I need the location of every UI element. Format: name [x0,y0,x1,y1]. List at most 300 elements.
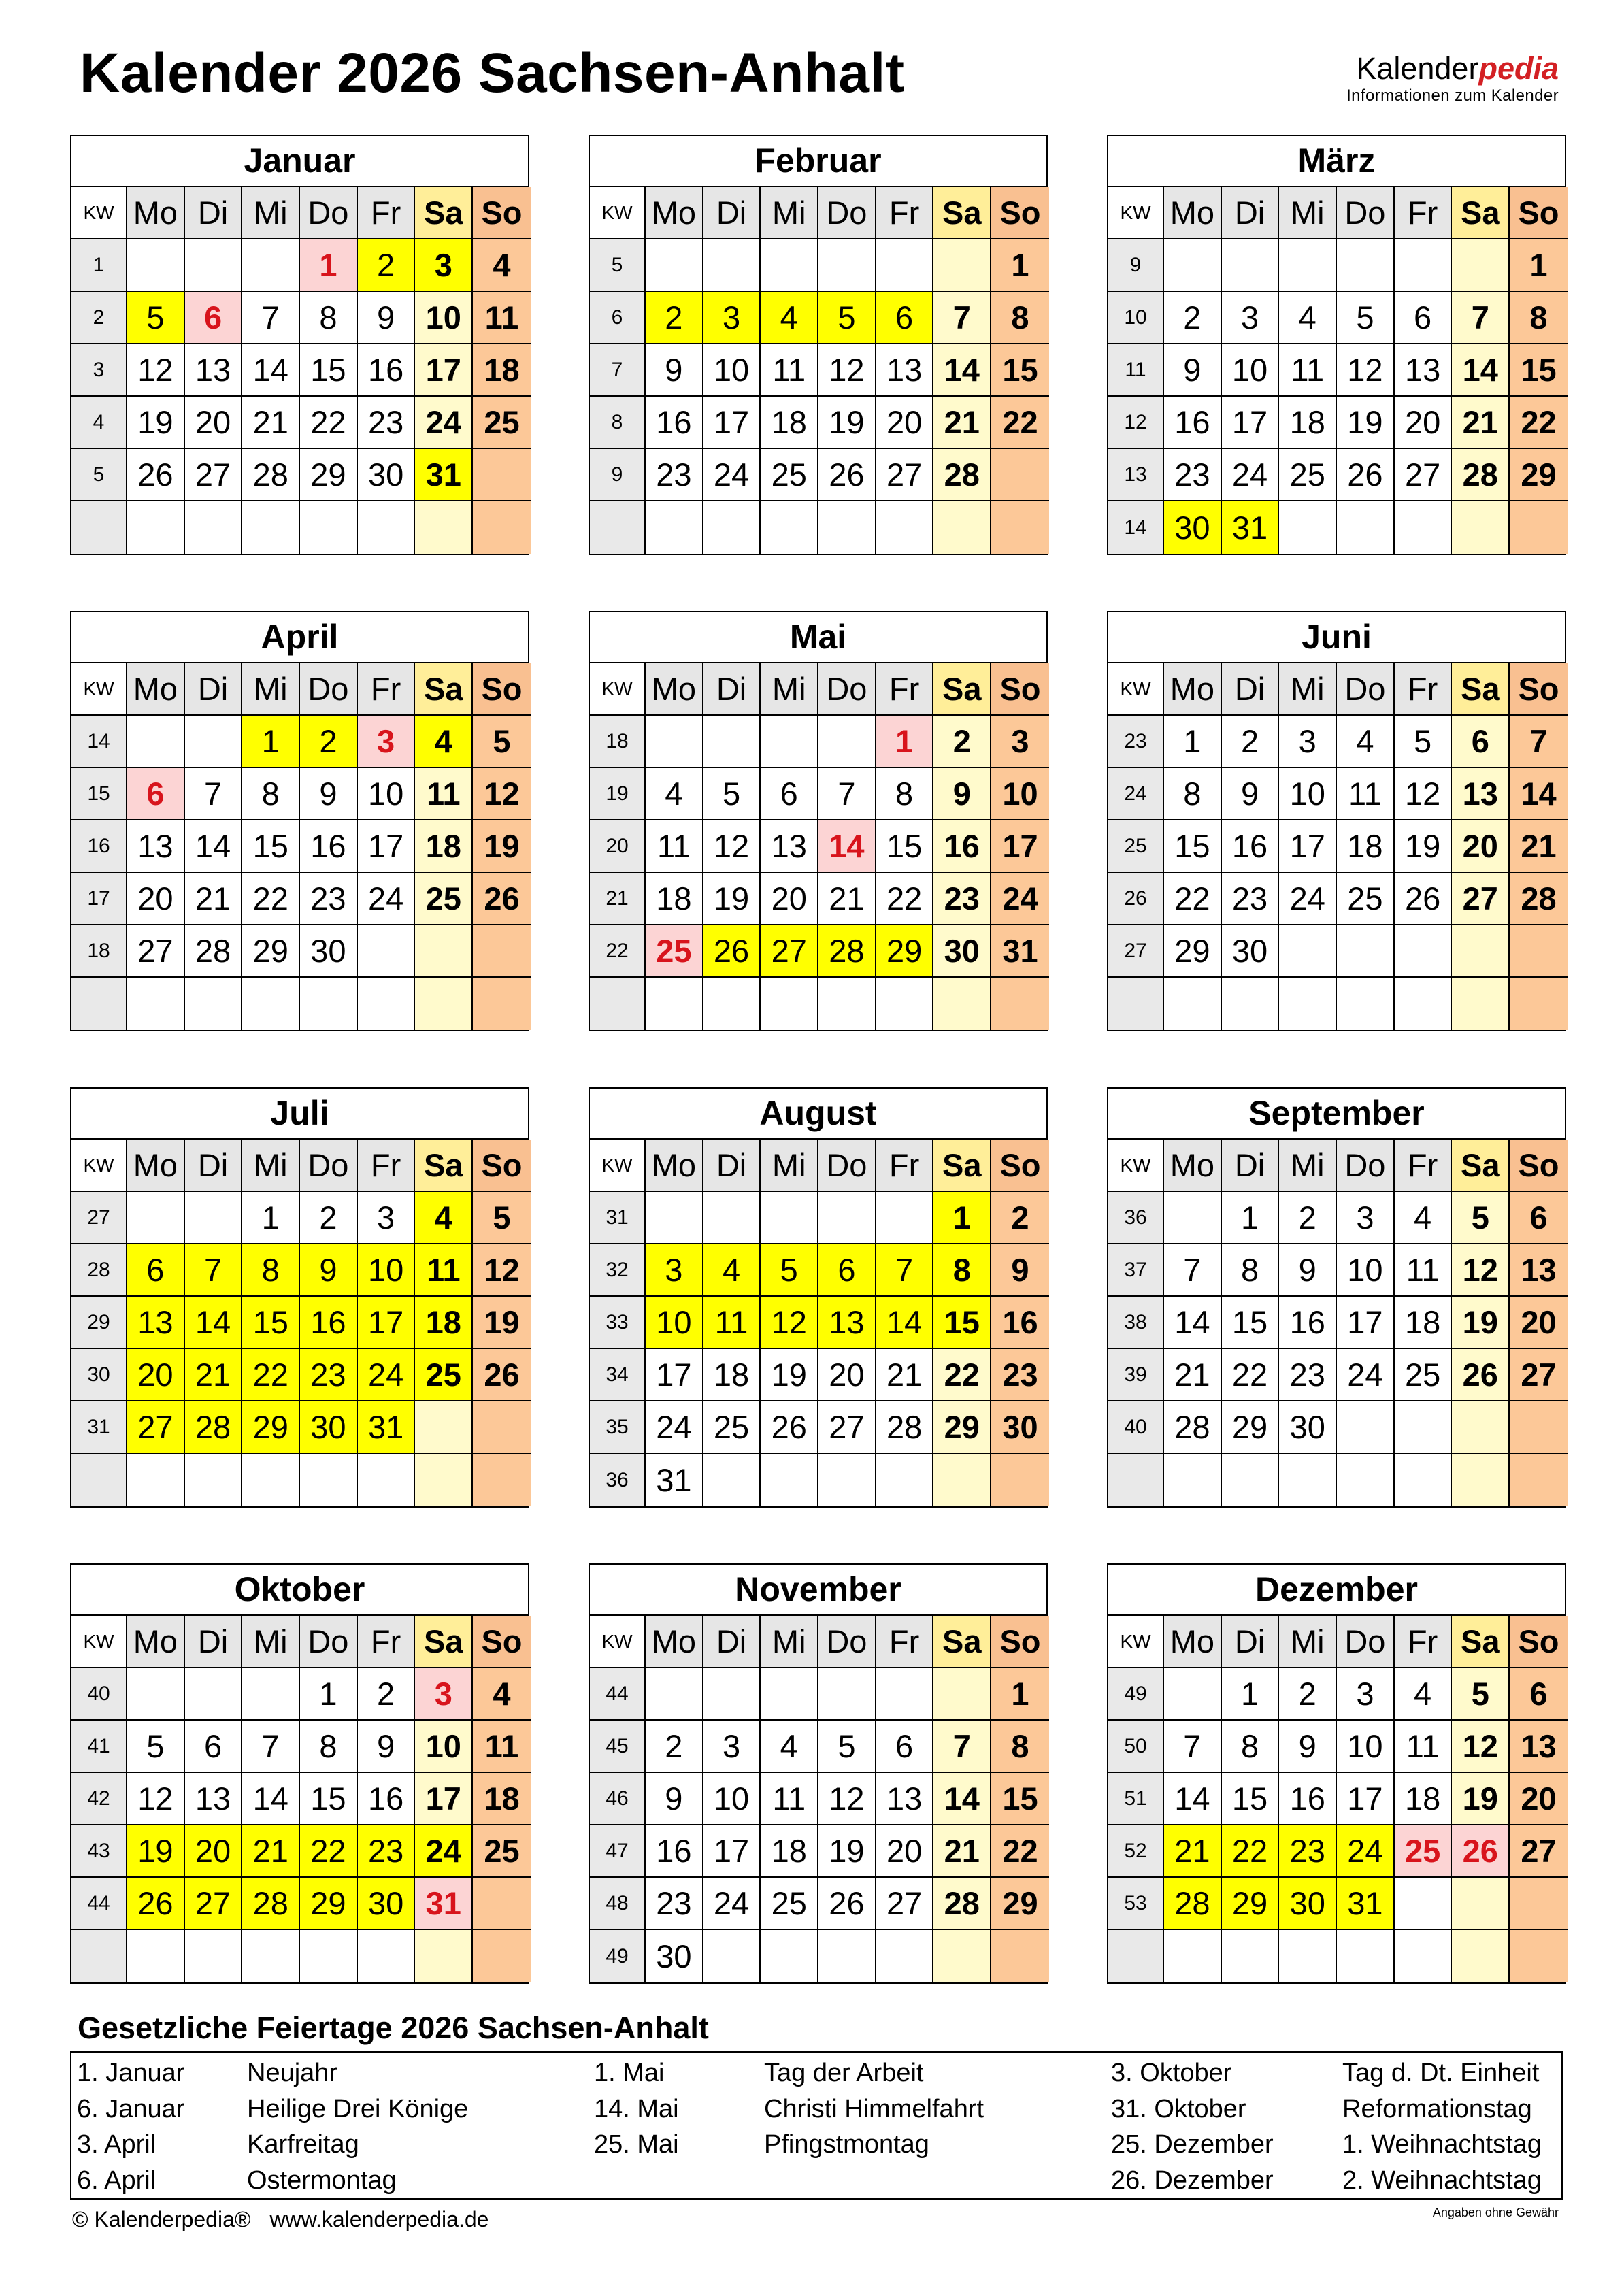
day-cell: 9 [300,768,358,820]
day-cell: 13 [127,1297,185,1349]
day-cell: 15 [876,820,934,873]
day-cell: 8 [242,768,300,820]
day-cell: 20 [876,1825,934,1878]
day-cell: 21 [185,873,243,925]
empty-cell [1337,978,1395,1030]
weekday-header: Mi [1279,1140,1337,1192]
week-number [71,978,127,1030]
day-cell: 27 [185,1878,243,1930]
weekday-header: Mo [646,1140,703,1192]
week-number: 47 [590,1825,646,1878]
day-cell: 12 [473,1244,531,1297]
empty-cell [933,1930,991,1982]
day-cell: 17 [1337,1773,1395,1825]
day-cell: 3 [1337,1668,1395,1721]
day-cell: 16 [646,397,703,449]
empty-cell [127,1192,185,1244]
empty-cell [1164,239,1222,292]
day-cell: 8 [991,292,1049,344]
day-cell: 15 [1510,344,1568,397]
week-number: 14 [71,716,127,768]
weekday-header: Do [1337,1140,1395,1192]
empty-cell [703,978,761,1030]
weekday-header: So [1510,1616,1568,1668]
day-cell: 28 [818,925,876,978]
day-cell: 5 [473,1192,531,1244]
day-cell: 4 [415,716,473,768]
day-cell: 22 [1164,873,1222,925]
week-number: 11 [1108,344,1164,397]
empty-cell [358,501,416,554]
day-cell: 5 [1452,1668,1510,1721]
weekday-header: So [991,1616,1049,1668]
weekday-header: Fr [1395,187,1453,239]
empty-cell [415,978,473,1030]
holiday-date: 14. Mai [594,2094,679,2123]
day-cell: 29 [1510,449,1568,501]
day-cell: 20 [1452,820,1510,873]
weekday-header: Fr [876,663,934,716]
day-cell: 19 [1337,397,1395,449]
weekday-header: Di [185,1616,243,1668]
empty-cell [761,501,818,554]
empty-cell [818,978,876,1030]
day-cell: 7 [818,768,876,820]
month-name: Juni [1108,612,1565,663]
empty-cell [1337,501,1395,554]
day-cell: 7 [242,292,300,344]
empty-cell [127,1930,185,1982]
day-cell: 26 [473,873,531,925]
empty-cell [1452,1930,1510,1982]
empty-cell [818,501,876,554]
empty-cell [242,1930,300,1982]
day-cell: 5 [127,292,185,344]
day-cell: 17 [1222,397,1280,449]
week-number: 9 [1108,239,1164,292]
day-cell: 11 [1279,344,1337,397]
day-cell: 31 [415,1878,473,1930]
empty-cell [761,1454,818,1506]
empty-cell [703,239,761,292]
day-cell: 23 [933,873,991,925]
weekday-header: Sa [1452,663,1510,716]
day-cell: 30 [933,925,991,978]
month-name: Januar [71,136,528,187]
empty-cell [1279,1454,1337,1506]
day-cell: 27 [818,1401,876,1454]
holidays-title: Gesetzliche Feiertage 2026 Sachsen-Anhalt [78,2010,709,2045]
empty-cell [876,239,934,292]
day-cell: 4 [1395,1192,1453,1244]
day-cell: 4 [646,768,703,820]
weekday-header: So [1510,187,1568,239]
weekday-header: Fr [876,187,934,239]
weekday-header: Mi [761,1616,818,1668]
weekday-header: Mo [646,187,703,239]
empty-cell [761,1668,818,1721]
day-cell: 10 [415,292,473,344]
day-cell: 5 [127,1721,185,1773]
month-name: September [1108,1089,1565,1140]
day-cell: 13 [1510,1721,1568,1773]
day-cell: 10 [358,768,416,820]
day-cell: 14 [1452,344,1510,397]
day-cell: 12 [1337,344,1395,397]
brand-tagline: Informationen zum Kalender [1346,86,1559,105]
empty-cell [1452,1878,1510,1930]
month-4 [589,611,1048,1031]
day-cell: 2 [933,716,991,768]
month-name: Juli [71,1089,528,1140]
day-cell: 18 [415,820,473,873]
empty-cell [185,716,243,768]
day-cell: 12 [473,768,531,820]
day-cell: 30 [1164,501,1222,554]
day-cell: 24 [646,1401,703,1454]
day-cell: 6 [127,768,185,820]
day-cell: 31 [358,1401,416,1454]
day-cell: 29 [991,1878,1049,1930]
day-cell: 2 [1279,1668,1337,1721]
day-cell: 15 [242,1297,300,1349]
empty-cell [415,1930,473,1982]
day-cell: 27 [185,449,243,501]
day-cell: 8 [991,1721,1049,1773]
day-cell: 3 [1222,292,1280,344]
day-cell: 18 [761,1825,818,1878]
day-cell: 27 [127,925,185,978]
empty-cell [473,978,531,1030]
brand-name-part2: pedia [1478,51,1559,86]
day-cell: 2 [300,1192,358,1244]
empty-cell [1452,501,1510,554]
day-cell: 3 [415,1668,473,1721]
month-3 [70,611,529,1031]
day-cell: 30 [358,1878,416,1930]
day-cell: 29 [1222,1878,1280,1930]
empty-cell [933,1668,991,1721]
week-number: 23 [1108,716,1164,768]
empty-cell [818,1454,876,1506]
day-cell: 9 [991,1244,1049,1297]
day-cell: 8 [1510,292,1568,344]
day-cell: 23 [300,873,358,925]
day-cell: 20 [185,1825,243,1878]
empty-cell [1510,978,1568,1030]
day-cell: 1 [1510,239,1568,292]
day-cell: 14 [933,1773,991,1825]
empty-cell [1222,1930,1280,1982]
day-cell: 17 [415,344,473,397]
day-cell: 14 [933,344,991,397]
day-cell: 9 [933,768,991,820]
day-cell: 2 [358,239,416,292]
empty-cell [818,239,876,292]
day-cell: 1 [991,1668,1049,1721]
empty-cell [1510,1930,1568,1982]
day-cell: 17 [703,1825,761,1878]
day-cell: 21 [185,1349,243,1401]
empty-cell [185,978,243,1030]
day-cell: 8 [1222,1244,1280,1297]
day-cell: 25 [1337,873,1395,925]
empty-cell [1164,1192,1222,1244]
day-cell: 11 [761,344,818,397]
day-cell: 11 [473,1721,531,1773]
day-cell: 7 [242,1721,300,1773]
day-cell: 26 [1395,873,1453,925]
day-cell: 6 [1510,1668,1568,1721]
holiday-name [764,2163,1111,2199]
empty-cell [127,239,185,292]
week-number: 30 [71,1349,127,1401]
day-cell: 7 [1510,716,1568,768]
weekday-header: Do [1337,187,1395,239]
weekday-header: Fr [876,1140,934,1192]
day-cell: 18 [761,397,818,449]
day-cell: 19 [127,397,185,449]
weekday-header: Mi [242,1140,300,1192]
day-cell: 9 [1279,1244,1337,1297]
day-cell: 15 [1164,820,1222,873]
week-number: 10 [1108,292,1164,344]
day-cell: 13 [876,344,934,397]
day-cell: 10 [1337,1244,1395,1297]
day-cell: 30 [991,1401,1049,1454]
weekday-header: Do [1337,1616,1395,1668]
day-cell: 22 [300,397,358,449]
day-cell: 22 [933,1349,991,1401]
holiday-date: 26. Dezember [1111,2166,1274,2195]
weekday-header: Sa [933,187,991,239]
kw-header: KW [1108,1140,1164,1192]
empty-cell [703,716,761,768]
week-number [71,501,127,554]
day-cell: 6 [876,1721,934,1773]
day-cell: 24 [415,1825,473,1878]
day-cell: 14 [818,820,876,873]
empty-cell [300,978,358,1030]
weekday-header: Do [818,663,876,716]
day-cell: 31 [646,1454,703,1506]
empty-cell [415,925,473,978]
week-number [71,1454,127,1506]
day-cell: 12 [761,1297,818,1349]
day-cell: 27 [876,449,934,501]
week-number: 49 [1108,1668,1164,1721]
empty-cell [1395,1878,1453,1930]
empty-cell [1510,1878,1568,1930]
day-cell: 2 [991,1192,1049,1244]
month-name: August [590,1089,1046,1140]
day-cell: 10 [1279,768,1337,820]
empty-cell [703,1930,761,1982]
empty-cell [300,1930,358,1982]
empty-cell [1395,1401,1453,1454]
day-cell: 16 [933,820,991,873]
day-cell: 18 [703,1349,761,1401]
holiday-date: 25. Dezember [1111,2130,1274,2159]
empty-cell [473,925,531,978]
day-cell: 31 [1222,501,1280,554]
week-number: 39 [1108,1349,1164,1401]
empty-cell [818,716,876,768]
week-number: 1 [71,239,127,292]
empty-cell [1279,501,1337,554]
day-cell: 6 [1395,292,1453,344]
week-number: 44 [71,1878,127,1930]
day-cell: 24 [358,873,416,925]
weekday-header: Do [300,1616,358,1668]
day-cell: 1 [1222,1192,1280,1244]
empty-cell [761,1192,818,1244]
empty-cell [1279,239,1337,292]
brand-logo[interactable] [1346,52,1559,106]
week-number [1108,1454,1164,1506]
weekday-header: Mi [242,1616,300,1668]
day-cell: 27 [1510,1825,1568,1878]
day-cell: 1 [933,1192,991,1244]
day-cell: 20 [1510,1773,1568,1825]
day-cell: 13 [876,1773,934,1825]
day-cell: 24 [1222,449,1280,501]
week-number: 48 [590,1878,646,1930]
week-number: 5 [71,449,127,501]
day-cell: 29 [876,925,934,978]
empty-cell [1395,978,1453,1030]
weekday-header: Do [818,187,876,239]
day-cell: 21 [933,397,991,449]
day-cell: 17 [1279,820,1337,873]
day-cell: 20 [1510,1297,1568,1349]
holiday-name: Neujahr [247,2059,338,2087]
empty-cell [991,1930,1049,1982]
day-cell: 22 [991,1825,1049,1878]
empty-cell [415,1401,473,1454]
weekday-header: Mi [1279,663,1337,716]
day-cell: 2 [1164,292,1222,344]
empty-cell [818,1192,876,1244]
month-0 [70,135,529,555]
day-cell: 26 [473,1349,531,1401]
day-cell: 22 [300,1825,358,1878]
month-1 [589,135,1048,555]
week-number: 8 [590,397,646,449]
empty-cell [1337,1401,1395,1454]
day-cell: 17 [646,1349,703,1401]
week-number: 14 [1108,501,1164,554]
day-cell: 31 [991,925,1049,978]
holiday-date: 1. Mai [594,2059,665,2087]
day-cell: 26 [127,449,185,501]
day-cell: 17 [358,820,416,873]
month-8 [1107,1087,1566,1508]
day-cell: 4 [415,1192,473,1244]
empty-cell [1337,239,1395,292]
empty-cell [415,501,473,554]
day-cell: 22 [991,397,1049,449]
week-number: 26 [1108,873,1164,925]
holiday-date: 6. Januar [77,2094,185,2123]
day-cell: 2 [1279,1192,1337,1244]
kw-header: KW [71,187,127,239]
empty-cell [1452,1401,1510,1454]
day-cell: 9 [358,292,416,344]
weekday-header: Mi [242,187,300,239]
empty-cell [1452,239,1510,292]
holiday-date [594,2163,764,2199]
day-cell: 8 [300,1721,358,1773]
holiday-name: Heilige Drei Könige [247,2094,469,2123]
empty-cell [761,716,818,768]
empty-cell [185,1192,243,1244]
week-number: 12 [1108,397,1164,449]
day-cell: 19 [818,1825,876,1878]
day-cell: 16 [646,1825,703,1878]
day-cell: 28 [242,1878,300,1930]
empty-cell [1510,1401,1568,1454]
weekday-header: So [991,663,1049,716]
kw-header: KW [590,1616,646,1668]
holiday-name: 1. Weihnachtstag [1342,2130,1542,2159]
empty-cell [127,716,185,768]
empty-cell [300,501,358,554]
day-cell: 21 [876,1349,934,1401]
day-cell: 20 [1395,397,1453,449]
day-cell: 16 [1279,1773,1337,1825]
weekday-header: So [473,1616,531,1668]
day-cell: 13 [127,820,185,873]
month-name: April [71,612,528,663]
weekday-header: So [473,187,531,239]
day-cell: 4 [473,1668,531,1721]
day-cell: 25 [415,873,473,925]
day-cell: 12 [703,820,761,873]
empty-cell [1337,1930,1395,1982]
day-cell: 25 [703,1401,761,1454]
day-cell: 25 [1279,449,1337,501]
empty-cell [473,1401,531,1454]
day-cell: 8 [1222,1721,1280,1773]
day-cell: 10 [1337,1721,1395,1773]
day-cell: 16 [991,1297,1049,1349]
day-cell: 2 [300,716,358,768]
empty-cell [127,501,185,554]
day-cell: 24 [991,873,1049,925]
day-cell: 30 [300,1401,358,1454]
website-link[interactable]: www.kalenderpedia.de [269,2207,489,2231]
day-cell: 28 [185,1401,243,1454]
day-cell: 11 [1337,768,1395,820]
day-cell: 10 [1222,344,1280,397]
empty-cell [1395,1930,1453,1982]
day-cell: 3 [358,716,416,768]
empty-cell [127,1668,185,1721]
day-cell: 18 [1395,1297,1453,1349]
day-cell: 25 [473,397,531,449]
day-cell: 30 [1222,925,1280,978]
day-cell: 8 [933,1244,991,1297]
weekday-header: Di [1222,1616,1280,1668]
weekday-header: Mi [761,663,818,716]
day-cell: 21 [242,1825,300,1878]
week-number: 40 [1108,1401,1164,1454]
week-number: 34 [590,1349,646,1401]
day-cell: 25 [1395,1825,1453,1878]
day-cell: 25 [761,449,818,501]
empty-cell [876,1668,934,1721]
